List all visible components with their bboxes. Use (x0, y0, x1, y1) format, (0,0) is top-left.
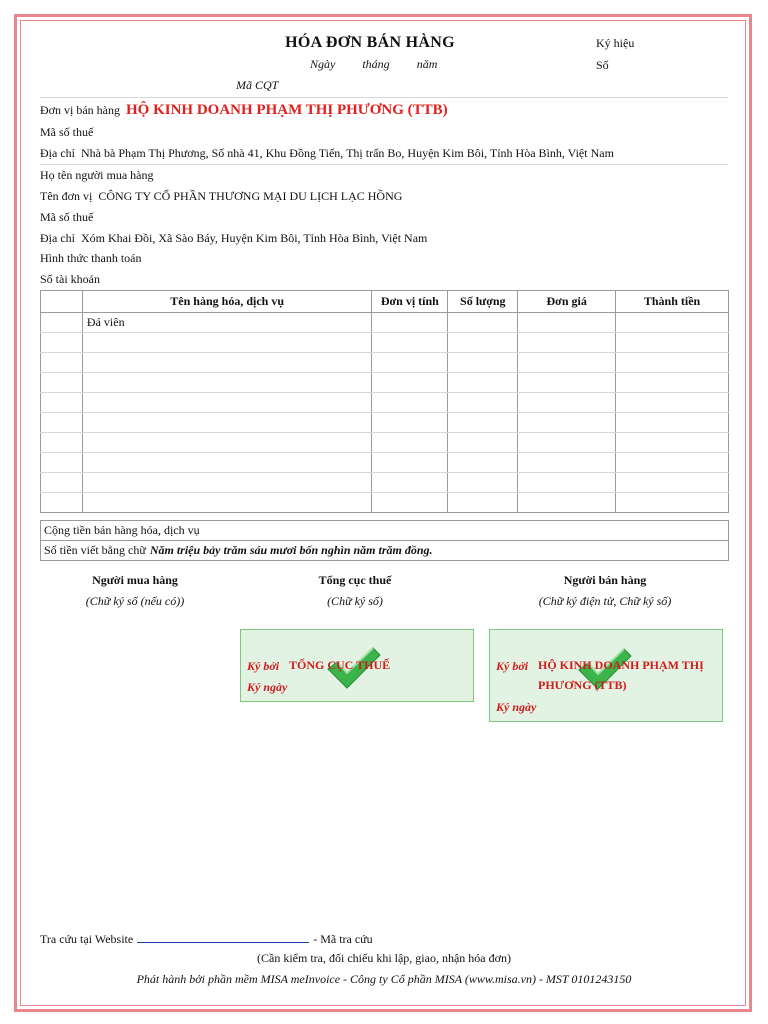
lookup-website-field[interactable] (137, 931, 309, 943)
cell-price (518, 413, 616, 433)
buyer-unit-row (40, 189, 402, 204)
date-month-label: tháng (362, 57, 390, 71)
payment-method-label: Hình thức thanh toán (40, 251, 142, 265)
ky-hieu-label: Ký hiệu (596, 36, 635, 50)
cell-name (82, 493, 371, 513)
cell-qty (448, 313, 518, 333)
cell-price (518, 373, 616, 393)
cell-unit (372, 353, 448, 373)
cell-name (82, 473, 371, 493)
cell-stt (41, 393, 83, 413)
cell-qty (448, 453, 518, 473)
cell-stt (41, 433, 83, 453)
total-row (40, 520, 729, 541)
table-row (41, 453, 729, 473)
table-row (41, 493, 729, 513)
seller-unit-label: Đơn vị bán hàng (40, 103, 120, 117)
cell-qty (448, 333, 518, 353)
lookup-row (40, 931, 373, 947)
seller-signature-heading: Người bán hàng (563, 573, 647, 587)
cell-qty (448, 353, 518, 373)
amount-words-value: Năm triệu bảy trăm sáu mươi bốn nghìn năm trăm đồng. (149, 543, 433, 557)
cell-unit (372, 493, 448, 513)
cell-unit (372, 453, 448, 473)
amount-words-row (40, 540, 729, 561)
amount-words-label: Số tiền viết bằng chữ (44, 543, 146, 557)
cell-qty (448, 413, 518, 433)
table-row (41, 373, 729, 393)
cell-stt (41, 373, 83, 393)
items-table (40, 290, 729, 513)
seller-name: HỘ KINH DOANH PHẠM THỊ PHƯƠNG (TTB) (126, 102, 448, 118)
cell-unit (372, 433, 448, 453)
seller-signer-name-line2: PHƯƠNG (TTB) (538, 678, 627, 692)
publisher-line: Phát hành bởi phần mềm MISA meInvoice - Công ty Cổ phần MISA (www.misa.vn) - MST 0101243150 (136, 972, 632, 986)
cell-amount (616, 333, 729, 353)
cell-price (518, 493, 616, 513)
cell-name (82, 433, 371, 453)
table-row (41, 353, 729, 373)
col-header-unit: Đơn vị tính (372, 291, 448, 313)
seller-address-label: Địa chỉ (40, 146, 75, 160)
cell-qty (448, 473, 518, 493)
cell-stt (41, 333, 83, 353)
cell-amount (616, 393, 729, 413)
cell-amount (616, 453, 729, 473)
cell-stt (41, 493, 83, 513)
col-header-price: Đơn giá (518, 291, 616, 313)
seller-sign-date-label: Ký ngày (496, 700, 537, 714)
tax-signed-by-label: Ký bởi (247, 659, 280, 673)
cell-price (518, 393, 616, 413)
lookup-code-label: - Mã tra cứu (313, 932, 373, 946)
seller-signed-by-label: Ký bởi (496, 659, 529, 673)
date-year-label: năm (416, 57, 438, 71)
cell-name (82, 393, 371, 413)
cell-price (518, 353, 616, 373)
total-label: Cộng tiền bán hàng hóa, dịch vụ (44, 523, 200, 537)
lookup-website-label: Tra cứu tại Website (40, 932, 134, 946)
buyer-address: Xóm Khai Đồi, Xã Sào Báy, Huyện Kim Bôi, Tỉnh Hòa Bình, Việt Nam (81, 231, 428, 245)
buyer-signature-note: (Chữ ký số (nếu có)) (85, 594, 185, 608)
cell-amount (616, 313, 729, 333)
check-note: (Cần kiểm tra, đối chiếu khi lập, giao, nhận hóa đơn) (257, 951, 511, 965)
col-header-amount: Thành tiền (616, 291, 729, 313)
seller-unit-row (40, 102, 448, 119)
cell-amount (616, 413, 729, 433)
tax-signature-box (240, 629, 474, 702)
cell-stt (41, 473, 83, 493)
cell-stt (41, 453, 83, 473)
cell-price (518, 453, 616, 473)
col-header-stt (41, 291, 83, 313)
buyer-person-label: Họ tên người mua hàng (40, 168, 154, 182)
col-header-qty: Số lượng (448, 291, 518, 313)
cell-stt (41, 413, 83, 433)
cell-amount (616, 433, 729, 453)
account-number-label: Số tài khoản (40, 272, 100, 286)
buyer-unit-name: CÔNG TY CỔ PHẦN THƯƠNG MẠI DU LỊCH LẠC HỒNG (98, 189, 403, 203)
cell-qty (448, 433, 518, 453)
cell-price (518, 313, 616, 333)
buyer-signature-heading: Người mua hàng (92, 573, 178, 587)
cell-qty (448, 493, 518, 513)
cell-name (82, 353, 371, 373)
table-row (41, 333, 729, 353)
cell-name (82, 453, 371, 473)
table-row (41, 413, 729, 433)
table-row (41, 313, 729, 333)
table-row (41, 473, 729, 493)
invoice-title: HÓA ĐƠN BÁN HÀNG (285, 34, 455, 51)
cell-name (82, 333, 371, 353)
cell-price (518, 333, 616, 353)
seller-tax-label: Mã số thuế (40, 125, 94, 139)
cell-amount (616, 473, 729, 493)
cell-unit (372, 413, 448, 433)
buyer-address-row (40, 231, 427, 246)
divider (40, 164, 728, 165)
seller-signature-box (489, 629, 723, 722)
cell-unit (372, 393, 448, 413)
cell-stt (41, 353, 83, 373)
table-row (41, 433, 729, 453)
cell-unit (372, 313, 448, 333)
divider (40, 97, 728, 98)
so-label: Số (596, 58, 609, 72)
cell-name: Đá viên (82, 313, 371, 333)
buyer-address-label: Địa chỉ (40, 231, 75, 245)
table-header-row (41, 291, 729, 313)
cell-amount (616, 493, 729, 513)
buyer-tax-label: Mã số thuế (40, 210, 94, 224)
cell-amount (616, 353, 729, 373)
seller-address: Nhà bà Phạm Thị Phương, Số nhà 41, Khu Đồng Tiến, Thị trấn Bo, Huyện Kim Bôi, Tỉnh Hòa Bình, Việt Nam (81, 146, 614, 160)
date-day-label: Ngày (310, 57, 336, 71)
cell-qty (448, 393, 518, 413)
ma-cqt-label: Mã CQT (236, 78, 279, 92)
cell-price (518, 473, 616, 493)
table-row (41, 393, 729, 413)
cell-unit (372, 373, 448, 393)
seller-signature-note: (Chữ ký điện tử, Chữ ký số) (538, 594, 672, 608)
seller-signer-name-line1: HỘ KINH DOANH PHẠM THỊ (538, 658, 704, 672)
buyer-unit-label: Tên đơn vị (40, 189, 93, 203)
seller-address-row (40, 146, 614, 161)
cell-stt (41, 313, 83, 333)
cell-amount (616, 373, 729, 393)
tax-sign-date-label: Ký ngày (247, 680, 288, 694)
tax-signature-heading: Tổng cục thuế (318, 573, 392, 587)
cell-price (518, 433, 616, 453)
tax-signature-note: (Chữ ký số) (327, 594, 383, 608)
invoice-date-line (310, 57, 461, 72)
cell-unit (372, 473, 448, 493)
cell-name (82, 413, 371, 433)
col-header-name: Tên hàng hóa, dịch vụ (82, 291, 371, 313)
cell-qty (448, 373, 518, 393)
cell-name (82, 373, 371, 393)
cell-unit (372, 333, 448, 353)
tax-signer-name: TỔNG CỤC THUẾ (289, 658, 391, 672)
